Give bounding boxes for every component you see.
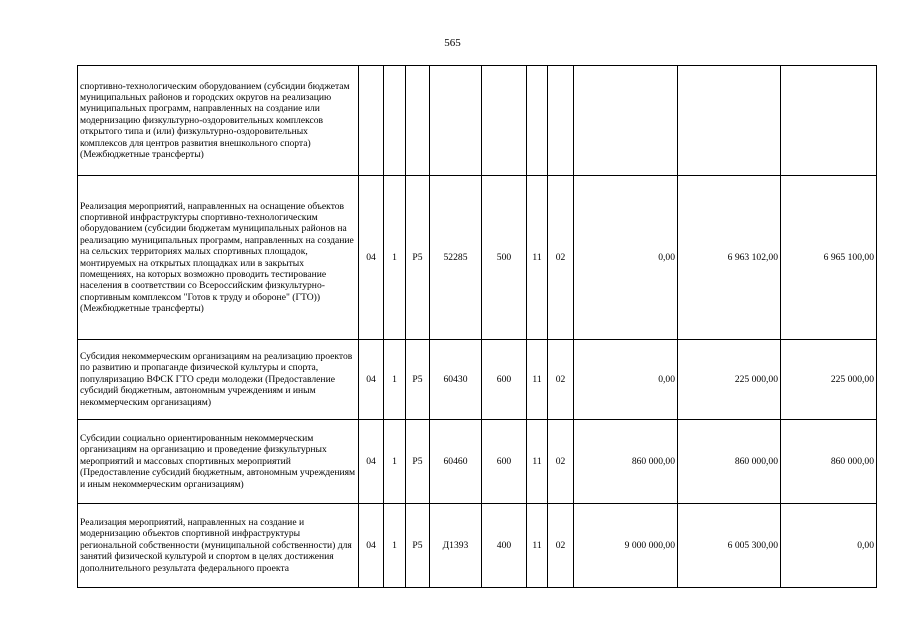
code-cell: 11 (527, 340, 548, 420)
amount-cell: 0,00 (574, 176, 678, 340)
table-row (78, 66, 877, 176)
code-cell: 60460 (430, 420, 482, 504)
row-description: Субсидия некоммерческим организациям на реализацию проектов по развитию и пропаганде физической культуры и спорта, популяризацию ВФСК ГТО среди молодежи (Предоставление субсидий бюджетным, автономным учреждениям и иным некоммерческим организациям) (78, 340, 359, 420)
code-cell (548, 66, 574, 176)
code-cell: 11 (527, 176, 548, 340)
code-cell: 600 (482, 340, 527, 420)
amount-cell (574, 66, 678, 176)
table-row (78, 504, 877, 588)
table-row (78, 420, 877, 504)
code-cell: 1 (384, 176, 406, 340)
code-cell: 02 (548, 340, 574, 420)
code-cell (359, 66, 384, 176)
amount-cell: 225 000,00 (781, 340, 877, 420)
code-cell: 60430 (430, 340, 482, 420)
code-cell (430, 66, 482, 176)
code-cell: 04 (359, 176, 384, 340)
code-cell: 600 (482, 420, 527, 504)
code-cell: Р5 (406, 420, 430, 504)
code-cell: 11 (527, 420, 548, 504)
code-cell: Р5 (406, 340, 430, 420)
code-cell: 04 (359, 420, 384, 504)
code-cell: 52285 (430, 176, 482, 340)
code-cell: 1 (384, 340, 406, 420)
code-cell: 02 (548, 420, 574, 504)
amount-cell: 6 965 100,00 (781, 176, 877, 340)
amount-cell: 0,00 (574, 340, 678, 420)
code-cell: 1 (384, 504, 406, 588)
row-description: спортивно-технологическим оборудованием (субсидии бюджетам муниципальных районов и городских округов на реализацию муниципальных программ, направленных на создание или модернизацию физкультурно-оздоровительных комплексов открытого типа и (или) физкультурно-оздоровительных комплексов для центров развития внешкольного спорта) (Межбюджетные трансферты) (78, 66, 359, 176)
budget-table (77, 65, 877, 588)
code-cell (482, 66, 527, 176)
row-description: Субсидии социально ориентированным некоммерческим организациям на организацию и проведение физкультурных мероприятий и массовых спортивных мероприятий (Предоставление субсидий бюджетным, автономным учреждениям и иным некоммерческим организациям) (78, 420, 359, 504)
code-cell: Д1393 (430, 504, 482, 588)
code-cell: 04 (359, 504, 384, 588)
table-row (78, 340, 877, 420)
amount-cell (781, 66, 877, 176)
amount-cell: 9 000 000,00 (574, 504, 678, 588)
amount-cell (678, 66, 781, 176)
code-cell: 02 (548, 176, 574, 340)
code-cell: 400 (482, 504, 527, 588)
amount-cell: 0,00 (781, 504, 877, 588)
code-cell: 04 (359, 340, 384, 420)
code-cell (384, 66, 406, 176)
table-row (78, 176, 877, 340)
amount-cell: 225 000,00 (678, 340, 781, 420)
code-cell: Р5 (406, 176, 430, 340)
row-description: Реализация мероприятий, направленных на создание и модернизацию объектов спортивной инфраструктуры региональной собственности (муниципальной собственности) для занятий физической культурой и спортом в целях достижения дополнительного результата федерального проекта (78, 504, 359, 588)
amount-cell: 860 000,00 (574, 420, 678, 504)
code-cell: 500 (482, 176, 527, 340)
code-cell: Р5 (406, 504, 430, 588)
code-cell: 1 (384, 420, 406, 504)
amount-cell: 860 000,00 (781, 420, 877, 504)
amount-cell: 6 963 102,00 (678, 176, 781, 340)
row-description: Реализация мероприятий, направленных на оснащение объектов спортивной инфраструктуры спортивно-технологическим оборудованием (субсидии бюджетам муниципальных районов на реализацию муниципальных программ, направленных на создание на сельских территориях малых спортивных площадок, монтируемых на открытых площадках или в закрытых помещениях, на которых возможно проводить тестирование населения в соответствии со Всероссийским физкультурно-спортивным комплексом "Готов к труду и обороне" (ГТО)) (Межбюджетные трансферты) (78, 176, 359, 340)
code-cell: 11 (527, 504, 548, 588)
code-cell: 02 (548, 504, 574, 588)
amount-cell: 860 000,00 (678, 420, 781, 504)
page-number: 565 (444, 37, 461, 49)
amount-cell: 6 005 300,00 (678, 504, 781, 588)
code-cell (406, 66, 430, 176)
code-cell (527, 66, 548, 176)
